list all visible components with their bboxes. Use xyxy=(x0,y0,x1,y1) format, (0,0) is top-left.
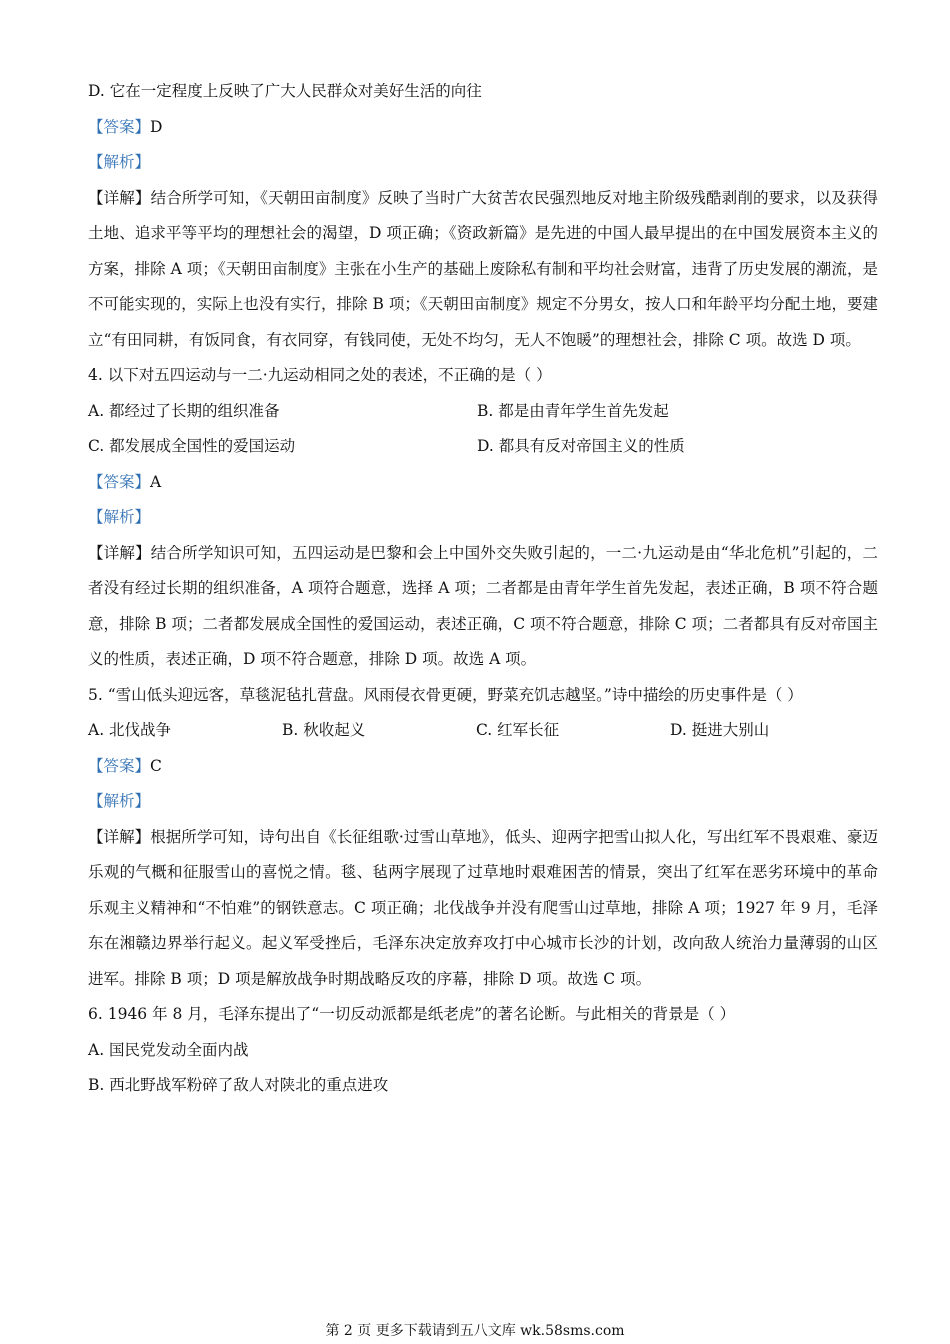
question-4-option-c: C. 都发展成全国性的爱国运动 xyxy=(88,437,296,455)
question-4-option-d: D. 都具有反对帝国主义的性质 xyxy=(477,437,685,455)
detail-tag: 【详解】 xyxy=(88,827,151,846)
analysis-tag: 【解析】 xyxy=(88,153,151,171)
question-4-detail xyxy=(88,536,878,678)
question-3-analysis xyxy=(88,145,878,181)
detail-text: 结合所学知识可知，五四运动是巴黎和会上中国外交失败引起的，一二·九运动是由“华北危机”引起的，二者没有经过长期的组织准备，A 项符合题意，选择 A 项；二者都是由青年学生首先发起，表述正确，B 项不符合题意，排除 B 项；二者都发展成全国性的爱国运动，表述正确，C 项不符合题意，排除 C 项；二者都具有反对帝国主义的性质，表述正确，D 项不符合题意，排除 D 项。故选 A 项。 xyxy=(88,543,878,668)
question-3-detail xyxy=(88,181,878,359)
detail-tag: 【详解】 xyxy=(88,543,151,562)
question-5-detail xyxy=(88,820,878,998)
answer-tag: 【答案】 xyxy=(88,117,151,136)
question-5-stem: 5. “雪山低头迎远客，草毯泥毡扎营盘。风雨侵衣骨更硬，野菜充饥志越坚。”诗中描绘的历史事件是（ ） xyxy=(88,685,803,704)
question-5-option-d: D. 挺进大别山 xyxy=(670,721,770,739)
answer-tag: 【答案】 xyxy=(88,472,151,491)
question-4-analysis xyxy=(88,500,878,536)
question-4-options-row-1 xyxy=(88,394,878,430)
question-3-answer xyxy=(88,110,878,146)
analysis-tag: 【解析】 xyxy=(88,508,151,526)
question-5-analysis xyxy=(88,784,878,820)
detail-text: 根据所学可知，诗句出自《长征组歌·过雪山草地》，低头、迎两字把雪山拟人化，写出红军不畏艰难、豪迈乐观的气概和征服雪山的喜悦之情。毯、毡两字展现了过草地时艰难困苦的情景，突出了红军在恶劣环境中的革命乐观主义精神和“不怕难”的钢铁意志。C 项正确；北伐战争并没有爬雪山过草地，排除 A 项；1927 年 9 月，毛泽东在湘赣边界举行起义。起义军受挫后，毛泽东决定放弃攻打中心城市长沙的计划，改向敌人统治力量薄弱的山区进军。排除 B 项；D 项是解放战争时期战略反攻的序幕，排除 D 项。故选 C 项。 xyxy=(88,827,878,988)
detail-text: 结合所学可知，《天朝田亩制度》反映了当时广大贫苦农民强烈地反对地主阶级残酷剥削的要求，以及获得土地、追求平等平均的理想社会的渴望，D 项正确；《资政新篇》是先进的中国人最早提出的在中国发展资本主义的方案，排除 A 项；《天朝田亩制度》主张在小生产的基础上废除私有制和平均社会财富，违背了历史发展的潮流，是不可能实现的，实际上也没有实行，排除 B 项；《天朝田亩制度》规定不分男女，按人口和年龄平均分配土地，要建立“有田同耕，有饭同食，有衣同穿，有钱同使，无处不均匀，无人不饱暖”的理想社会，排除 C 项。故选 D 项。 xyxy=(88,188,878,349)
detail-tag: 【详解】 xyxy=(88,188,151,207)
answer-value: D xyxy=(150,117,163,136)
question-6-option-a: A. 国民党发动全面内战 xyxy=(88,1040,249,1059)
question-5-answer xyxy=(88,749,878,785)
page-content xyxy=(88,74,878,1104)
question-4-stem: 4. 以下对五四运动与一二·九运动相同之处的表述，不正确的是（ ） xyxy=(88,366,552,384)
analysis-tag: 【解析】 xyxy=(88,792,151,810)
question-5-options xyxy=(88,713,878,749)
question-5-option-a: A. 北伐战争 xyxy=(88,721,172,739)
answer-value: C xyxy=(150,756,162,775)
page-footer: 第 2 页 更多下载请到五八文库 wk.58sms.com xyxy=(325,1323,625,1339)
question-4-option-a: A. 都经过了长期的组织准备 xyxy=(88,401,280,420)
question-5-option-b: B. 秋收起义 xyxy=(282,721,366,739)
question-4-answer xyxy=(88,465,878,501)
answer-tag: 【答案】 xyxy=(88,756,151,775)
question-4-options-row-2 xyxy=(88,429,878,465)
question-3-option-d: D. 它在一定程度上反映了广大人民群众对美好生活的向往 xyxy=(88,82,482,100)
answer-value: A xyxy=(150,472,162,491)
question-6-stem: 6. 1946 年 8 月，毛泽东提出了“一切反动派都是纸老虎”的著名论断。与此相关的背景是（ ） xyxy=(88,1005,736,1023)
question-4-option-b: B. 都是由青年学生首先发起 xyxy=(477,401,669,420)
question-6-option-b: B. 西北野战军粉碎了敌人对陕北的重点进攻 xyxy=(88,1076,389,1094)
question-5-option-c: C. 红军长征 xyxy=(476,721,560,739)
